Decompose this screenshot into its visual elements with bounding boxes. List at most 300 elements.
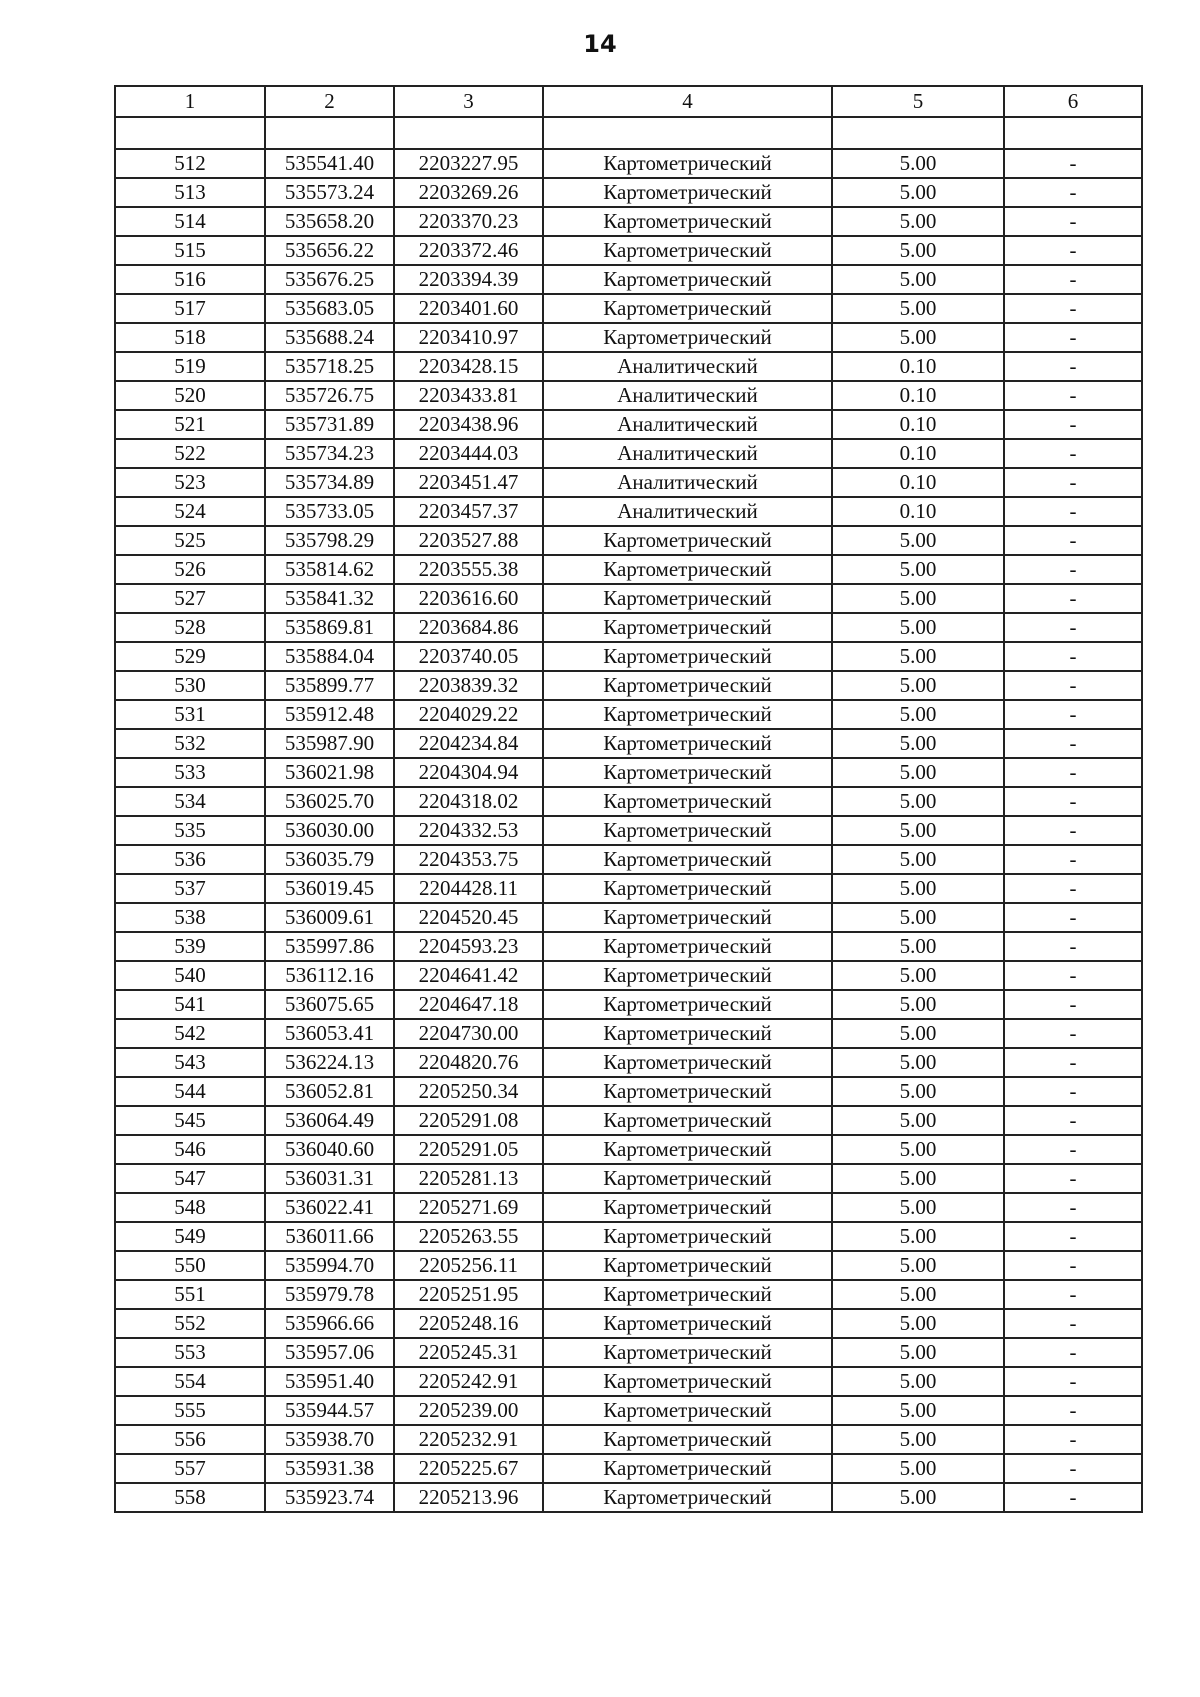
x-coordinate-cell: 536025.70 [265, 787, 394, 816]
precision-cell: 5.00 [832, 1106, 1004, 1135]
x-coordinate-cell: 535957.06 [265, 1338, 394, 1367]
method-cell: Картометрический [543, 1019, 832, 1048]
note-cell: - [1004, 1048, 1142, 1077]
note-cell: - [1004, 1367, 1142, 1396]
x-coordinate-cell: 536075.65 [265, 990, 394, 1019]
y-coordinate-cell: 2205263.55 [394, 1222, 543, 1251]
precision-cell: 5.00 [832, 294, 1004, 323]
y-coordinate-cell: 2204820.76 [394, 1048, 543, 1077]
table-row [115, 236, 1142, 265]
note-cell: - [1004, 410, 1142, 439]
table-row [115, 555, 1142, 584]
x-coordinate-cell: 536064.49 [265, 1106, 394, 1135]
table-row [115, 671, 1142, 700]
point-number-cell: 516 [115, 265, 265, 294]
precision-cell: 5.00 [832, 265, 1004, 294]
table-row [115, 816, 1142, 845]
precision-cell: 5.00 [832, 1193, 1004, 1222]
y-coordinate-cell: 2204641.42 [394, 961, 543, 990]
note-cell: - [1004, 439, 1142, 468]
table-row [115, 787, 1142, 816]
point-number-cell: 530 [115, 671, 265, 700]
y-coordinate-cell: 2205291.08 [394, 1106, 543, 1135]
x-coordinate-cell: 535966.66 [265, 1309, 394, 1338]
x-coordinate-cell: 536040.60 [265, 1135, 394, 1164]
method-cell: Картометрический [543, 729, 832, 758]
precision-cell: 5.00 [832, 1019, 1004, 1048]
y-coordinate-cell: 2204029.22 [394, 700, 543, 729]
method-cell: Картометрический [543, 294, 832, 323]
x-coordinate-cell: 535688.24 [265, 323, 394, 352]
note-cell: - [1004, 323, 1142, 352]
precision-cell: 5.00 [832, 526, 1004, 555]
y-coordinate-cell: 2205250.34 [394, 1077, 543, 1106]
method-cell: Аналитический [543, 352, 832, 381]
y-coordinate-cell: 2203401.60 [394, 294, 543, 323]
method-cell: Картометрический [543, 932, 832, 961]
precision-cell: 5.00 [832, 1338, 1004, 1367]
x-coordinate-cell: 535997.86 [265, 932, 394, 961]
precision-cell: 5.00 [832, 874, 1004, 903]
method-cell: Картометрический [543, 149, 832, 178]
note-cell: - [1004, 1338, 1142, 1367]
note-cell: - [1004, 1106, 1142, 1135]
point-number-cell: 548 [115, 1193, 265, 1222]
y-coordinate-cell: 2203839.32 [394, 671, 543, 700]
column-header: 2 [265, 86, 394, 117]
table-row [115, 845, 1142, 874]
note-cell: - [1004, 265, 1142, 294]
point-number-cell: 531 [115, 700, 265, 729]
precision-cell: 5.00 [832, 584, 1004, 613]
method-cell: Картометрический [543, 845, 832, 874]
note-cell: - [1004, 1222, 1142, 1251]
table-row [115, 1251, 1142, 1280]
note-cell: - [1004, 961, 1142, 990]
precision-cell: 5.00 [832, 1425, 1004, 1454]
point-number-cell: 535 [115, 816, 265, 845]
y-coordinate-cell: 2205242.91 [394, 1367, 543, 1396]
method-cell: Картометрический [543, 990, 832, 1019]
table-row [115, 700, 1142, 729]
table-row [115, 439, 1142, 468]
method-cell: Картометрический [543, 1048, 832, 1077]
x-coordinate-cell: 536009.61 [265, 903, 394, 932]
method-cell: Картометрический [543, 642, 832, 671]
y-coordinate-cell: 2204318.02 [394, 787, 543, 816]
table-row [115, 207, 1142, 236]
point-number-cell: 542 [115, 1019, 265, 1048]
point-number-cell: 537 [115, 874, 265, 903]
note-cell: - [1004, 236, 1142, 265]
x-coordinate-cell: 535573.24 [265, 178, 394, 207]
precision-cell: 5.00 [832, 1135, 1004, 1164]
method-cell: Картометрический [543, 1106, 832, 1135]
method-cell: Картометрический [543, 961, 832, 990]
point-number-cell: 513 [115, 178, 265, 207]
x-coordinate-cell: 535884.04 [265, 642, 394, 671]
note-cell: - [1004, 758, 1142, 787]
table-row [115, 1106, 1142, 1135]
precision-cell: 5.00 [832, 1367, 1004, 1396]
x-coordinate-cell: 535951.40 [265, 1367, 394, 1396]
note-cell: - [1004, 497, 1142, 526]
x-coordinate-cell: 535658.20 [265, 207, 394, 236]
table-row [115, 874, 1142, 903]
point-number-cell: 540 [115, 961, 265, 990]
x-coordinate-cell: 535814.62 [265, 555, 394, 584]
note-cell: - [1004, 294, 1142, 323]
point-number-cell: 526 [115, 555, 265, 584]
table-row [115, 1483, 1142, 1512]
note-cell: - [1004, 1164, 1142, 1193]
x-coordinate-cell: 535734.23 [265, 439, 394, 468]
method-cell: Картометрический [543, 555, 832, 584]
point-number-cell: 534 [115, 787, 265, 816]
point-number-cell: 555 [115, 1396, 265, 1425]
precision-cell: 5.00 [832, 787, 1004, 816]
y-coordinate-cell: 2205213.96 [394, 1483, 543, 1512]
table-row [115, 1164, 1142, 1193]
x-coordinate-cell: 535726.75 [265, 381, 394, 410]
point-number-cell: 520 [115, 381, 265, 410]
note-cell: - [1004, 990, 1142, 1019]
y-coordinate-cell: 2203438.96 [394, 410, 543, 439]
y-coordinate-cell: 2204647.18 [394, 990, 543, 1019]
method-cell: Картометрический [543, 816, 832, 845]
point-number-cell: 553 [115, 1338, 265, 1367]
table-row [115, 1280, 1142, 1309]
table-row [115, 323, 1142, 352]
method-cell: Картометрический [543, 1396, 832, 1425]
table-row [115, 729, 1142, 758]
table-row [115, 613, 1142, 642]
precision-cell: 5.00 [832, 700, 1004, 729]
y-coordinate-cell: 2204520.45 [394, 903, 543, 932]
y-coordinate-cell: 2203451.47 [394, 468, 543, 497]
table-cell [115, 117, 265, 149]
y-coordinate-cell: 2203269.26 [394, 178, 543, 207]
note-cell: - [1004, 671, 1142, 700]
x-coordinate-cell: 535656.22 [265, 236, 394, 265]
x-coordinate-cell: 536030.00 [265, 816, 394, 845]
note-cell: - [1004, 1251, 1142, 1280]
note-cell: - [1004, 584, 1142, 613]
precision-cell: 5.00 [832, 1222, 1004, 1251]
x-coordinate-cell: 535912.48 [265, 700, 394, 729]
note-cell: - [1004, 787, 1142, 816]
note-cell: - [1004, 381, 1142, 410]
point-number-cell: 525 [115, 526, 265, 555]
note-cell: - [1004, 1396, 1142, 1425]
precision-cell: 5.00 [832, 1048, 1004, 1077]
precision-cell: 5.00 [832, 1280, 1004, 1309]
precision-cell: 0.10 [832, 468, 1004, 497]
note-cell: - [1004, 149, 1142, 178]
point-number-cell: 522 [115, 439, 265, 468]
method-cell: Аналитический [543, 410, 832, 439]
x-coordinate-cell: 535979.78 [265, 1280, 394, 1309]
point-number-cell: 549 [115, 1222, 265, 1251]
point-number-cell: 544 [115, 1077, 265, 1106]
method-cell: Картометрический [543, 874, 832, 903]
note-cell: - [1004, 1077, 1142, 1106]
point-number-cell: 546 [115, 1135, 265, 1164]
column-header: 3 [394, 86, 543, 117]
y-coordinate-cell: 2205248.16 [394, 1309, 543, 1338]
table-row [115, 1222, 1142, 1251]
note-cell: - [1004, 178, 1142, 207]
point-number-cell: 515 [115, 236, 265, 265]
y-coordinate-cell: 2203370.23 [394, 207, 543, 236]
note-cell: - [1004, 1135, 1142, 1164]
point-number-cell: 541 [115, 990, 265, 1019]
x-coordinate-cell: 535841.32 [265, 584, 394, 613]
x-coordinate-cell: 535923.74 [265, 1483, 394, 1512]
note-cell: - [1004, 1454, 1142, 1483]
y-coordinate-cell: 2203410.97 [394, 323, 543, 352]
precision-cell: 5.00 [832, 1454, 1004, 1483]
point-number-cell: 545 [115, 1106, 265, 1135]
method-cell: Картометрический [543, 758, 832, 787]
y-coordinate-cell: 2205271.69 [394, 1193, 543, 1222]
method-cell: Картометрический [543, 1338, 832, 1367]
point-number-cell: 523 [115, 468, 265, 497]
note-cell: - [1004, 1309, 1142, 1338]
table-row [115, 352, 1142, 381]
method-cell: Аналитический [543, 468, 832, 497]
table-row [115, 1425, 1142, 1454]
note-cell: - [1004, 613, 1142, 642]
precision-cell: 5.00 [832, 1309, 1004, 1338]
note-cell: - [1004, 555, 1142, 584]
x-coordinate-cell: 536052.81 [265, 1077, 394, 1106]
table-cell [832, 117, 1004, 149]
y-coordinate-cell: 2204234.84 [394, 729, 543, 758]
precision-cell: 5.00 [832, 149, 1004, 178]
table-row [115, 1454, 1142, 1483]
x-coordinate-cell: 535869.81 [265, 613, 394, 642]
page-number: 14 [583, 30, 617, 58]
precision-cell: 5.00 [832, 990, 1004, 1019]
precision-cell: 0.10 [832, 381, 1004, 410]
table-cell [543, 117, 832, 149]
method-cell: Картометрический [543, 1193, 832, 1222]
note-cell: - [1004, 352, 1142, 381]
x-coordinate-cell: 535731.89 [265, 410, 394, 439]
table-row [115, 381, 1142, 410]
note-cell: - [1004, 1280, 1142, 1309]
table-row [115, 1019, 1142, 1048]
method-cell: Аналитический [543, 381, 832, 410]
table-row [115, 990, 1142, 1019]
point-number-cell: 536 [115, 845, 265, 874]
precision-cell: 5.00 [832, 1396, 1004, 1425]
point-number-cell: 547 [115, 1164, 265, 1193]
precision-cell: 5.00 [832, 178, 1004, 207]
note-cell: - [1004, 729, 1142, 758]
x-coordinate-cell: 535683.05 [265, 294, 394, 323]
point-number-cell: 524 [115, 497, 265, 526]
table-row [115, 961, 1142, 990]
table-row [115, 410, 1142, 439]
table-row [115, 1367, 1142, 1396]
column-header: 6 [1004, 86, 1142, 117]
y-coordinate-cell: 2204304.94 [394, 758, 543, 787]
y-coordinate-cell: 2203433.81 [394, 381, 543, 410]
method-cell: Картометрический [543, 1077, 832, 1106]
table-row [115, 903, 1142, 932]
method-cell: Картометрический [543, 323, 832, 352]
method-cell: Картометрический [543, 526, 832, 555]
precision-cell: 5.00 [832, 903, 1004, 932]
y-coordinate-cell: 2204428.11 [394, 874, 543, 903]
method-cell: Аналитический [543, 497, 832, 526]
table-row [115, 1193, 1142, 1222]
precision-cell: 0.10 [832, 439, 1004, 468]
method-cell: Картометрический [543, 1280, 832, 1309]
table-row [115, 932, 1142, 961]
header-row [115, 86, 1142, 117]
precision-cell: 5.00 [832, 1164, 1004, 1193]
method-cell: Картометрический [543, 787, 832, 816]
table-row [115, 1396, 1142, 1425]
y-coordinate-cell: 2205232.91 [394, 1425, 543, 1454]
point-number-cell: 557 [115, 1454, 265, 1483]
note-cell: - [1004, 874, 1142, 903]
x-coordinate-cell: 536031.31 [265, 1164, 394, 1193]
note-cell: - [1004, 1193, 1142, 1222]
point-number-cell: 512 [115, 149, 265, 178]
precision-cell: 5.00 [832, 729, 1004, 758]
table-row [115, 1338, 1142, 1367]
method-cell: Картометрический [543, 1251, 832, 1280]
precision-cell: 5.00 [832, 613, 1004, 642]
column-header: 4 [543, 86, 832, 117]
method-cell: Картометрический [543, 1309, 832, 1338]
point-number-cell: 521 [115, 410, 265, 439]
precision-cell: 5.00 [832, 642, 1004, 671]
method-cell: Картометрический [543, 671, 832, 700]
x-coordinate-cell: 536224.13 [265, 1048, 394, 1077]
x-coordinate-cell: 535718.25 [265, 352, 394, 381]
table-cell [1004, 117, 1142, 149]
y-coordinate-cell: 2203740.05 [394, 642, 543, 671]
y-coordinate-cell: 2205245.31 [394, 1338, 543, 1367]
x-coordinate-cell: 535899.77 [265, 671, 394, 700]
precision-cell: 5.00 [832, 1251, 1004, 1280]
table-cell [265, 117, 394, 149]
precision-cell: 5.00 [832, 671, 1004, 700]
column-header: 5 [832, 86, 1004, 117]
x-coordinate-cell: 535938.70 [265, 1425, 394, 1454]
table-row [115, 178, 1142, 207]
point-number-cell: 554 [115, 1367, 265, 1396]
note-cell: - [1004, 700, 1142, 729]
precision-cell: 5.00 [832, 816, 1004, 845]
method-cell: Картометрический [543, 584, 832, 613]
precision-cell: 5.00 [832, 1483, 1004, 1512]
y-coordinate-cell: 2205281.13 [394, 1164, 543, 1193]
precision-cell: 5.00 [832, 207, 1004, 236]
y-coordinate-cell: 2203227.95 [394, 149, 543, 178]
note-cell: - [1004, 903, 1142, 932]
blank-row [115, 117, 1142, 149]
y-coordinate-cell: 2203372.46 [394, 236, 543, 265]
x-coordinate-cell: 535734.89 [265, 468, 394, 497]
y-coordinate-cell: 2203394.39 [394, 265, 543, 294]
table-row [115, 294, 1142, 323]
y-coordinate-cell: 2205256.11 [394, 1251, 543, 1280]
precision-cell: 5.00 [832, 932, 1004, 961]
y-coordinate-cell: 2203527.88 [394, 526, 543, 555]
precision-cell: 0.10 [832, 497, 1004, 526]
table-row [115, 758, 1142, 787]
point-number-cell: 552 [115, 1309, 265, 1338]
note-cell: - [1004, 932, 1142, 961]
method-cell: Аналитический [543, 439, 832, 468]
y-coordinate-cell: 2205291.05 [394, 1135, 543, 1164]
point-number-cell: 514 [115, 207, 265, 236]
table-cell [394, 117, 543, 149]
x-coordinate-cell: 535733.05 [265, 497, 394, 526]
table-row [115, 265, 1142, 294]
y-coordinate-cell: 2203616.60 [394, 584, 543, 613]
point-number-cell: 558 [115, 1483, 265, 1512]
precision-cell: 5.00 [832, 758, 1004, 787]
table-row [115, 149, 1142, 178]
x-coordinate-cell: 535944.57 [265, 1396, 394, 1425]
y-coordinate-cell: 2203428.15 [394, 352, 543, 381]
point-number-cell: 543 [115, 1048, 265, 1077]
x-coordinate-cell: 535676.25 [265, 265, 394, 294]
y-coordinate-cell: 2203555.38 [394, 555, 543, 584]
x-coordinate-cell: 536112.16 [265, 961, 394, 990]
y-coordinate-cell: 2203444.03 [394, 439, 543, 468]
x-coordinate-cell: 536053.41 [265, 1019, 394, 1048]
precision-cell: 0.10 [832, 410, 1004, 439]
note-cell: - [1004, 1019, 1142, 1048]
method-cell: Картометрический [543, 236, 832, 265]
method-cell: Картометрический [543, 207, 832, 236]
method-cell: Картометрический [543, 700, 832, 729]
x-coordinate-cell: 535798.29 [265, 526, 394, 555]
table-row [115, 1048, 1142, 1077]
precision-cell: 5.00 [832, 555, 1004, 584]
table-row [115, 642, 1142, 671]
point-number-cell: 528 [115, 613, 265, 642]
x-coordinate-cell: 536022.41 [265, 1193, 394, 1222]
precision-cell: 0.10 [832, 352, 1004, 381]
point-number-cell: 527 [115, 584, 265, 613]
table-row [115, 468, 1142, 497]
precision-cell: 5.00 [832, 961, 1004, 990]
method-cell: Картометрический [543, 1135, 832, 1164]
table-row [115, 526, 1142, 555]
point-number-cell: 518 [115, 323, 265, 352]
point-number-cell: 556 [115, 1425, 265, 1454]
point-number-cell: 517 [115, 294, 265, 323]
precision-cell: 5.00 [832, 1077, 1004, 1106]
table-row [115, 1135, 1142, 1164]
precision-cell: 5.00 [832, 236, 1004, 265]
y-coordinate-cell: 2203457.37 [394, 497, 543, 526]
x-coordinate-cell: 535994.70 [265, 1251, 394, 1280]
y-coordinate-cell: 2204353.75 [394, 845, 543, 874]
method-cell: Картометрический [543, 1483, 832, 1512]
note-cell: - [1004, 1483, 1142, 1512]
point-number-cell: 532 [115, 729, 265, 758]
